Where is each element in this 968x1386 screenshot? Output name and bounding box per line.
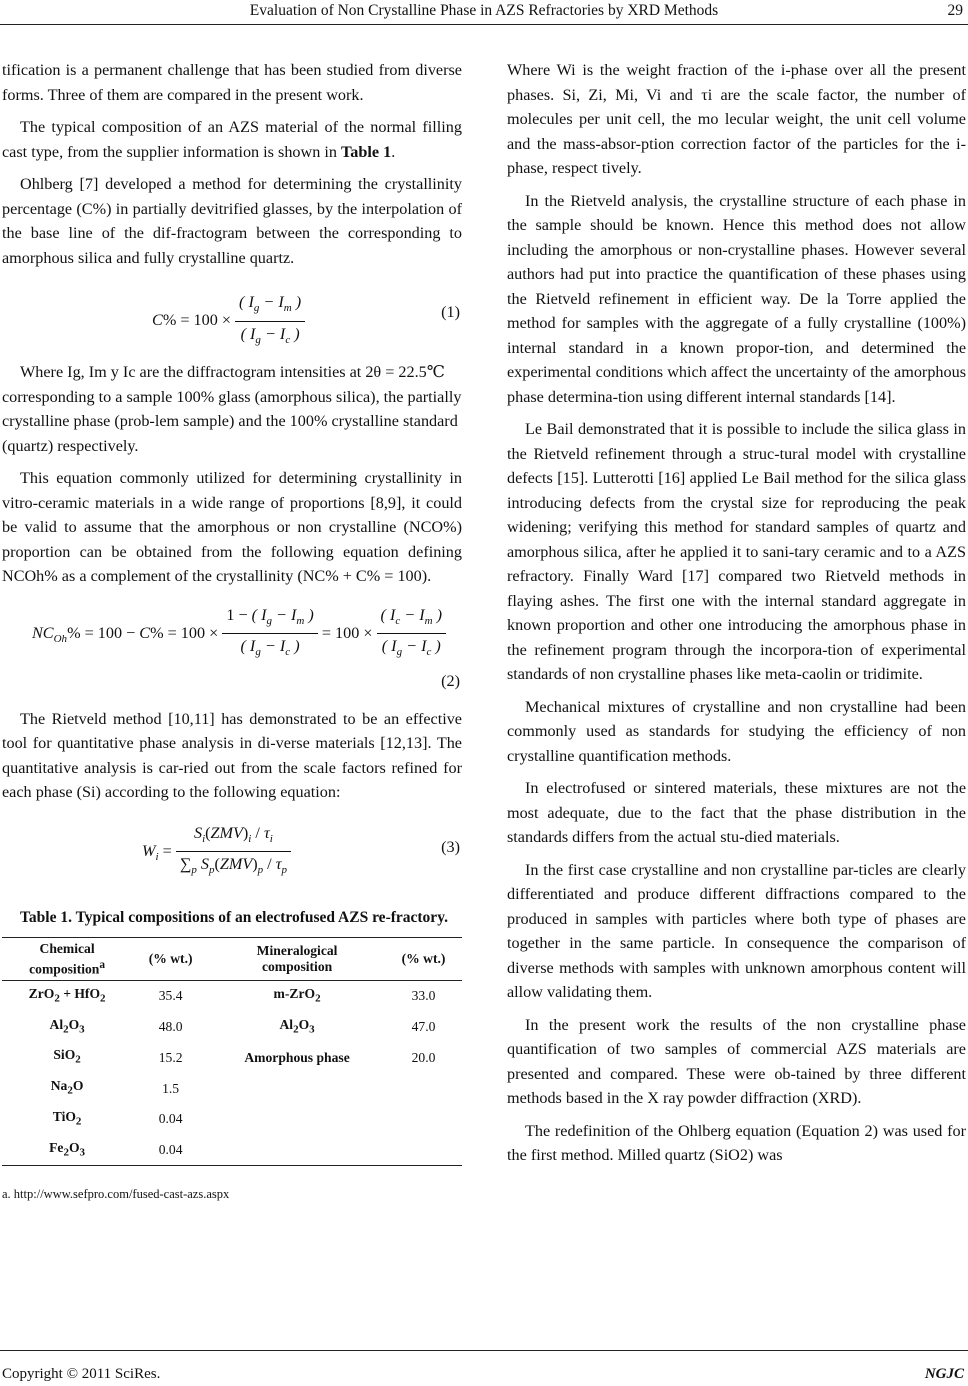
copyright: Copyright © 2011 SciRes. — [2, 1366, 161, 1382]
composition-table — [2, 937, 462, 1167]
paragraph: The Rietveld method [10,11] has demonstrated to be an effective tool for quantitative phase analysis in di-verse materials [12,13]. The quantitative analysis is car-ried out from the scale factors refined for each phase (Si) according to the following equation: — [2, 709, 462, 801]
table-cell — [209, 1135, 385, 1166]
equation-2-body: $NC_{Oh}\% = 100 - C\% = 100$ × $\frac{1 - ( I_g - I_m )}{( I_g - I_c )}$ = 100 × $\frac{( I_c - I_m )}{( I_g - I_c )}$ — [32, 603, 446, 665]
table-cell — [385, 1073, 462, 1104]
table-cell — [385, 1135, 462, 1166]
text: . — [391, 142, 396, 161]
table-cell: 47.0 — [411, 1019, 436, 1035]
paragraph: Mechanical mixtures of crystalline and non crystalline had been commonly used as standards for studying the efficiency of non crystalline quantification methods. — [507, 697, 966, 765]
equation-number: (3) — [441, 837, 460, 856]
table-cell — [385, 1104, 462, 1135]
paragraph: tification is a permanent challenge that has been studied from diverse forms. Three of them are compared in the present work. — [2, 61, 462, 104]
text: The typical composition of an AZS material of the normal filling cast type, from the supplier information is shown in — [2, 118, 462, 161]
paragraph: Ohlberg [7] developed a method for determining the crystallinity percentage (C%) in partially devitrified glasses, by the interpolation of the base line of the dif-fractogram between the corresponding to amorphous silica and fully crystalline quartz. — [2, 175, 462, 267]
table-cell: ZrO$_2$ + HfO$_2$ — [28, 986, 106, 1005]
equation-3 — [2, 813, 462, 897]
paragraph: The redefinition of the Ohlberg equation (Equation 2) was used for the first method. Milled quartz (SiO2) was — [507, 1121, 966, 1164]
table-cell — [209, 1104, 385, 1135]
table-cell: 20.0 — [411, 1049, 436, 1065]
table-cell: 33.0 — [411, 988, 436, 1004]
table-row — [2, 1012, 462, 1043]
equation-1-body: C% = 100 × $\frac{( I_g - I_m )}{( I_g - I_c )}$ — [152, 290, 305, 352]
column-header: (% wt.) — [385, 937, 462, 981]
column-header: Mineralogical composition — [209, 937, 385, 981]
page-number: 29 — [947, 2, 963, 19]
table-cell: 0.04 — [158, 1111, 183, 1127]
table-cell: $Al_2O_3$ — [49, 1016, 85, 1036]
table-cell: m-ZrO$_2$ — [273, 986, 321, 1005]
table-footnote: a. http://www.sefpro.com/fused-cast-azs.aspx — [2, 1187, 230, 1202]
left-column — [2, 58, 462, 1207]
fraction: $\frac{( I_g - I_m )}{( I_g - I_c )}$ — [235, 290, 305, 352]
table-cell: 35.4 — [158, 988, 183, 1004]
table-cell — [209, 1073, 385, 1104]
fraction: $\frac{1 - ( I_g - I_m )}{( I_g - I_c )}$ — [222, 603, 317, 665]
page-footer — [0, 1350, 968, 1380]
fraction: $\frac{S_i(ZMV)_i / \tau_i}{\sum_p S_p(ZMV)_p / \tau_p}$ — [176, 821, 291, 883]
table-cell: $Al_2O_3$ — [279, 1016, 315, 1036]
paragraph: Where Ig, Im y Ic are the diffractogram intensities at 2θ = 22.5℃ corresponding to a sample 100% glass (amorphous silica), the partially crystalline phase (prob-lem sample) and the 100% crystalline standard (quartz) respectively. — [2, 363, 462, 455]
right-column — [507, 58, 966, 1176]
equation-3-body: $W_i$ = $\frac{S_i(ZMV)_i / \tau_i}{\sum_p S_p(ZMV)_p / \tau_p}$ — [142, 821, 291, 883]
equation-number: (2) — [441, 671, 460, 690]
running-title: Evaluation of Non Crystalline Phase in AZS Refractories by XRD Methods — [249, 2, 719, 19]
footer-rule — [0, 1350, 968, 1351]
table-cell: $Na_2O$ — [50, 1078, 84, 1097]
table-cell: TiO$_2$ — [52, 1108, 82, 1128]
table-row — [2, 1104, 462, 1135]
table-reference[interactable]: Table 1 — [340, 142, 392, 161]
paragraph — [2, 115, 462, 164]
table-row — [2, 1073, 462, 1104]
column-header: Chemical composition$^a$ — [2, 937, 132, 981]
equation-1 — [2, 278, 462, 350]
table-row — [2, 1042, 462, 1073]
paragraph: Where Wi is the weight fraction of the i-phase over all the present phases. Si, Zi, Mi, Vi and τi are the scale factor, the number of molecules per unit cell, the mo lecular weight, the unit cell volume and the mass-absor-ption correction factor of the particles for the i-phase, respect tively. — [507, 61, 966, 177]
paragraph: This equation commonly utilized for determining crystallinity in vitro-ceramic materials in a wide range of proportions [8,9], it could be valid to assume that the amorphous or non crystalline (NCO%) proportion can be obtained from the following equation defining NCOh% as a complement of the crystallinity (NC% + C% = 100). — [2, 469, 462, 585]
table-cell: SiO$_2$ — [53, 1047, 81, 1067]
table-row — [2, 981, 462, 1012]
paragraph: Le Bail demonstrated that it is possible to include the silica glass in the Rietveld refinement through a struc-tural model with crystalline defects [15]. Lutterotti [16] applied Le Bail method for the silica glass introducing defects from the crystal size for reproducing the peak widening; verifying this method for standard samples of quartz and amorphous silica, after he applied it to sani-tary ceramic and to a AZS refractory. Finally Ward [17] compared two Rietveld methods in flaying ashes. The first one with the internal standard aggregate in known proportion and other one introducing the amorphous phase in the refinement program through the incorpora-tion of experimental standards of non crystalline phases like meta-caolin or tridimite. — [507, 420, 966, 683]
journal-abbreviation: NGJC — [924, 1366, 964, 1382]
paragraph: In the Rietveld analysis, the crystalline structure of each phase in the sample should be known. Hence this method does not allow including the amorphous or non-crystalline phases. However several authors had put into practice the quantification of these phases using the Rietveld refinement in efficient way. De la Torre applied the method for samples with the aggregate of a fully crystalline (100%) internal standard in a known propor-tion, and determined the experimental conditions which affect the uncertainty of the amorphous phase determina-tion using different internal standards [14]. — [507, 191, 966, 406]
table-cell: 0.04 — [132, 1135, 209, 1166]
column-header: (% wt.) — [132, 937, 209, 981]
header-rule — [0, 24, 968, 25]
table-cell: 48.0 — [158, 1019, 183, 1035]
table-row — [2, 1135, 462, 1166]
equation-number: (1) — [441, 303, 460, 321]
table-header-row — [2, 937, 462, 981]
fraction: $\frac{( I_c - I_m )}{( I_g - I_c )}$ — [377, 603, 447, 665]
paragraph: In the first case crystalline and non crystalline par-ticles are clearly differentiated and produce different diffractions compared to the produced in samples with particles where both type of phases are together in the same particle. In consequence the comparison of diverse methods with samples with unknown amorphous content will allow validating them. — [507, 860, 966, 1001]
paragraph: In the present work the results of the non crystalline phase quantification of two samples of commercial AZS materials are presented and compared. These were ob-tained by three different methods based in the X ray powder diffraction (XRD). — [507, 1015, 966, 1107]
table-cell: 1.5 — [162, 1080, 180, 1096]
table-cell: 15.2 — [158, 1049, 183, 1065]
page-header — [0, 0, 968, 30]
equation-2 — [2, 597, 462, 697]
table-cell: Amorphous phase — [244, 1049, 350, 1065]
table-cell: $Fe_2O_3$ — [2, 1135, 132, 1166]
table-caption: Table 1. Typical compositions of an electrofused AZS re-fractory. — [20, 908, 448, 926]
paragraph: In electrofused or sintered materials, these mixtures are not the most adequate, due to the fact that the phase distribution in the standards differs from the actual stu-died materials. — [507, 779, 966, 846]
